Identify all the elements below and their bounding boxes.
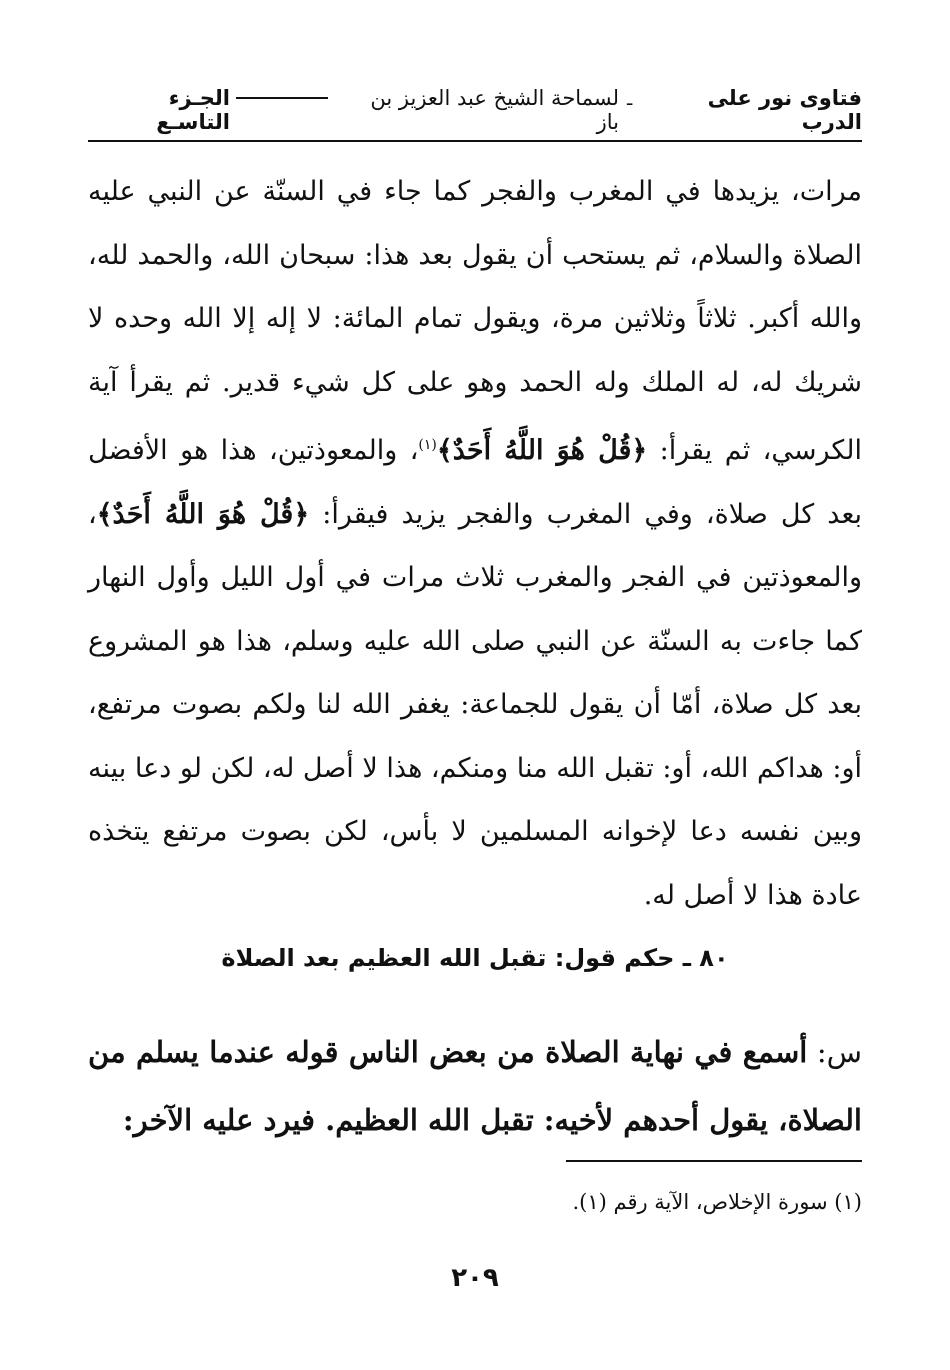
header-dash-rule [236,97,328,99]
page-number: ٢٠٩ [451,1263,499,1293]
author-name: لسماحة الشيخ عبد العزيز بن باز [370,86,619,134]
section-heading: ٨٠ ـ حكم قول: تقبل الله العظيم بعد الصلاة [221,944,729,972]
question-line: الصلاة، يقول أحدهم لأخيه: تقبل الله العظيم. فيرد عليه الآخر: [122,1103,862,1137]
text-line [88,414,862,483]
question-block [88,1018,862,1154]
text-line: أو: هداكم الله، أو: تقبل الله منا ومنكم، هذا لا أصل له، لكن لو دعا بينه [88,752,862,784]
running-header [88,86,862,142]
book-title: فتاوى نور على الدرب [707,86,862,134]
text-segment: الكرسي، ثم يقرأ: [647,435,862,466]
text-segment: ، [88,498,97,530]
body-text [88,160,862,927]
text-line: وبين نفسه دعا لإخوانه المسلمين لا بأس، لكن بصوت مرتفع يتخذه [88,816,862,847]
footnote: (١) سورة الإخلاص، الآية رقم (١). [572,1190,862,1214]
quran-verse: ﴿قُلْ هُوَ اللَّهُ أَحَدٌ﴾ [436,435,648,466]
paragraph [88,160,862,927]
question-label: س: [807,1035,863,1069]
text-segment: بعد كل صلاة، وفي المغرب والفجر يزيد فيقرأ: [309,498,862,530]
text-line: الصلاة والسلام، ثم يستحب أن يقول بعد هذا: سبحان الله، والحمد لله، [88,239,862,271]
text-line [88,483,862,547]
question-text: أسمع في نهاية الصلاة من بعض الناس قوله عندما يسلم من [88,1035,808,1069]
quran-verse: ﴿قُلْ هُوَ اللَّهُ أَحَدٌ﴾ [96,498,310,530]
text-line: مرات، يزيدها في المغرب والفجر كما جاء في السنّة عن النبي عليه [88,176,862,207]
question-line [88,1018,862,1086]
text-segment: ، والمعوذتين، هذا هو الأفضل [88,435,419,466]
header-separator: ـ [626,89,633,110]
text-line: والمعوذتين في الفجر والمغرب ثلاث مرات في أول الليل وأول النهار [88,562,862,593]
volume-part: الجـزء التاسـع [156,86,230,134]
text-line: بعد كل صلاة، أمّا أن يقول للجماعة: يغفر الله لنا ولكم بصوت مرتفع، [88,689,862,720]
text-line: شريك له، له الملك وله الحمد وهو على كل شيء قدير. ثم يقرأ آية [88,366,862,398]
header-title-group [230,86,862,140]
text-line: عادة هذا لا أصل له. [643,879,862,911]
text-line: والله أكبر. ثلاثاً وثلاثين مرة، ويقول تمام المائة: لا إله إلا الله وحده لا [88,303,862,334]
footnote-divider [566,1160,862,1162]
text-line: كما جاءت به السنّة عن النبي صلى الله عليه وسلم، هذا هو المشروع [88,625,862,657]
footnote-reference[interactable]: (١) [418,437,437,453]
